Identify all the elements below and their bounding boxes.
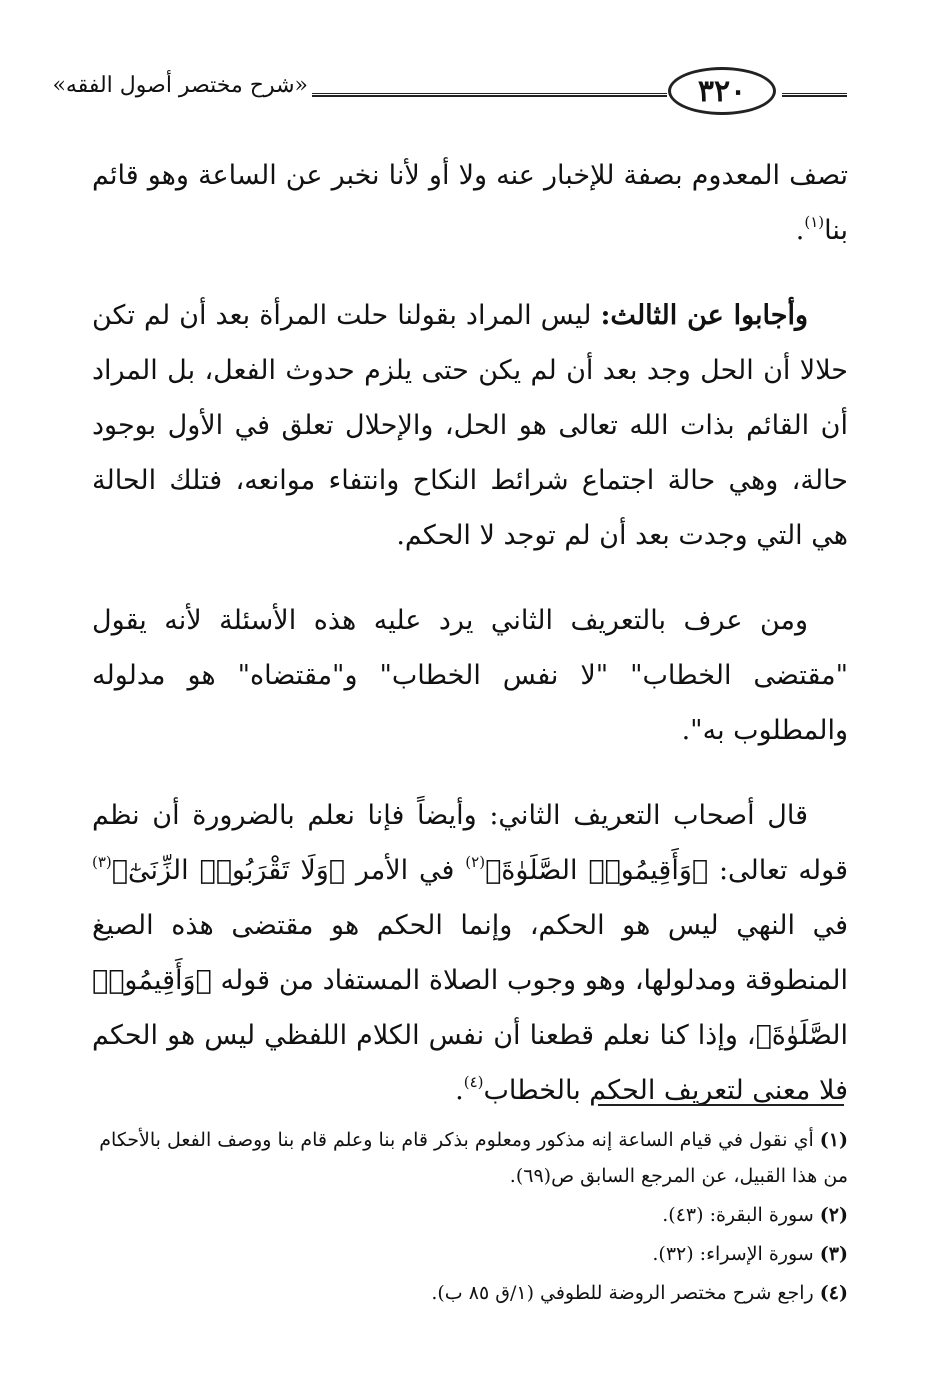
quran-quote-1: ﴿وَأَقِيمُوا۟ الصَّلَوٰةَ﴾ (485, 855, 709, 886)
footnote-4: (٤) راجع شرح مختصر الروضة للطوفي (١/ق ٨٥ ب). (431, 1282, 848, 1304)
footnote-ref-1: (١) (804, 213, 825, 231)
page-number: ٣٢٠ (668, 67, 776, 115)
main-text (92, 148, 848, 1148)
running-title: «شرح مختصر أصول الفقه» (52, 73, 308, 98)
paragraph-4: قال أصحاب التعريف الثاني: وأيضاً فإنا نعلم بالضرورة أن نظم قوله تعالى: ﴿وَأَقِيمُوا۟ الصَّلَوٰةَ﴾$^{(٢)}$ في الأمر ﴿وَلَا تَقْرَبُوا۟ الزِّنَىٰٓ﴾$^{(٣)}$ في النهي ليس هو الحكم، وإنما الحكم هو مقتضى هذه الصيغ المنطوقة ومدلولها، وهو وجوب الصلاة المستفاد من قوله ﴿وَأَقِيمُوا۟ الصَّلَوٰةَ﴾، وإذا كنا نعلم قطعنا أن نفس الكلام اللفظي ليس هو الحكم فلا معنى لتعريف الحكم بالخطاب$^{(٤)}$. (92, 800, 848, 1106)
paragraph-3: ومن عرف بالتعريف الثاني يرد عليه هذه الأسئلة لأنه يقول "مقتضى الخطاب" "لا نفس الخطاب" و"مقتضاه" هو مدلوله والمطلوب به". (92, 605, 848, 746)
footnote-3: (٣) سورة الإسراء: (٣٢). (652, 1243, 848, 1265)
paragraph-1: تصف المعدوم بصفة للإخبار عنه ولا أو لأنا نخبر عن الساعة وهو قائم بنا$^{(١)}$. (92, 160, 848, 246)
footnote-ref-3: (٣) (92, 853, 112, 871)
footnotes (92, 1122, 848, 1314)
paragraph-2: وأجابوا عن الثالث: ليس المراد بقولنا حلت المرأة بعد أن لم تكن حلالا أن الحل وجد بعد أن لم يكن حتى يلزم حدوث الفعل، بل المراد أن القائم بذات الله تعالى هو الحل، والإحلال تعلق في الأول بوجود حالة، وهي حالة اجتماع شرائط النكاح وانتفاء موانعه، فتلك الحالة هي التي وجدت بعد أن لم توجد لا الحكم. (92, 300, 848, 551)
footnote-2: (٢) سورة البقرة: (٤٣). (662, 1204, 848, 1226)
page-header (0, 55, 943, 125)
paragraph-2-heading: وأجابوا عن الثالث: (600, 300, 808, 331)
quran-quote-3: ﴿وَأَقِيمُوا۟ الصَّلَوٰةَ﴾ (92, 965, 848, 1051)
quran-quote-2: ﴿وَلَا تَقْرَبُوا۟ الزِّنَىٰٓ﴾ (111, 855, 345, 886)
footnote-1: (١) أي نقول في قيام الساعة إنه مذكور ومعلوم بذكر قام بنا وعلم قام بنا ووصف الفعل بالأحكام من هذا القبيل، عن المرجع السابق ص(٦٩). (99, 1129, 848, 1187)
footnote-ref-2: (٢) (465, 853, 486, 871)
header-rule-right (782, 93, 847, 97)
footnote-ref-4: (٤) (463, 1073, 484, 1091)
header-rule-left (312, 93, 667, 97)
footnote-separator (598, 1104, 844, 1106)
